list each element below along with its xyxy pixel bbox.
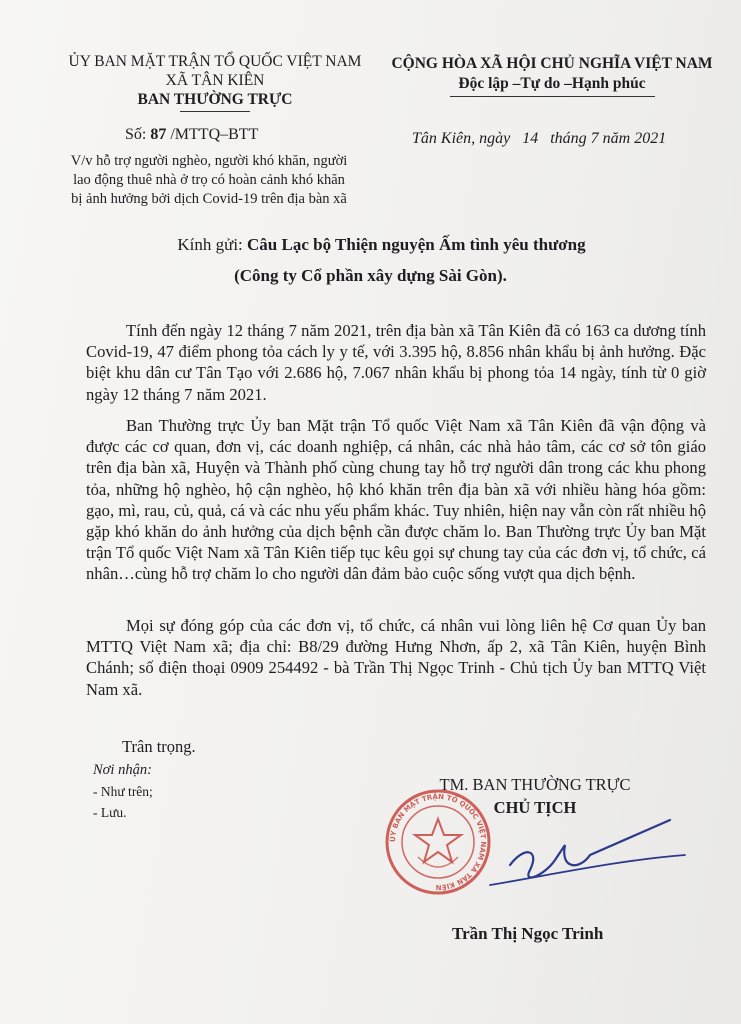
subject-line2: lao động thuê nhà ở trọ có hoàn cảnh khó khăn [73,172,345,188]
recipients-item-1: - Như trên; [93,784,153,799]
recipient-name: Câu Lạc bộ Thiện nguyện Ấm tình yêu thương [247,235,586,254]
signer-name: Trần Thị Ngọc Trinh [452,924,604,943]
body-paragraph-1-text: Tính đến ngày 12 tháng 7 năm 2021, trên địa bàn xã Tân Kiên đã có 163 ca dương tính Covid-19, 47 điểm phong tỏa cách ly y tế, với 3.395 hộ, 8.856 nhân khẩu bị ảnh hưởng. Đặc biệt khu dân cư Tân Tạo với 2.686 hộ, 7.067 nhân khẩu bị phong tỏa 14 ngày, tính từ 0 giờ ngày 12 tháng 7 năm 2021. [86,321,706,404]
recipients-title: Nơi nhận: [93,762,152,778]
org-line3: BAN THƯỜNG TRỰC [137,91,293,108]
recipients-item-2: - Lưu. [93,805,127,820]
header-left [40,52,390,112]
document-number [125,126,258,144]
body-paragraph-2 [86,415,706,585]
doc-number-value: 87 [150,126,167,143]
org-line1: ỦY BAN MẶT TRẬN TỔ QUỐC VIỆT NAM [68,53,362,70]
header-right-underline [450,96,655,97]
body-paragraph-3 [86,615,706,700]
org-line2: XÃ TÂN KIÊN [165,72,265,89]
doc-number-prefix: Số: [125,126,147,143]
body-paragraph-2-text: Ban Thường trực Ủy ban Mặt trận Tổ quốc Việt Nam xã Tân Kiên đã vận động và được các cơ quan, đơn vị, các doanh nghiệp, cá nhân, các nhà hảo tâm, các cơ sở tôn giáo trên địa bàn xã, Huyện và Thành phố cùng chung tay hỗ trợ người dân trong các khu phong tỏa, những hộ nghèo, hộ cận nghèo, hộ khó khăn trên địa bàn xã với nhiều hàng hóa gồm: gạo, mì, rau, củ, quả, cá và các nhu yếu phẩm khác. Tuy nhiên, hiện nay vẫn còn rất nhiều hộ gặp khó khăn do ảnh hưởng của dịch bệnh cần được chăm lo. Ban Thường trực Ủy ban Mặt trận Tổ quốc Việt Nam xã Tân Kiên tiếp tục kêu gọi sự chung tay của các đơn vị, tổ chức, cá nhân…cùng hỗ trợ chăm lo cho người dân đảm bảo cuộc sống vượt qua dịch bệnh. [86,416,706,584]
signature-title-line1: TM. BAN THƯỜNG TRỰC [439,775,631,794]
doc-number-suffix: /MTTQ–BTT [170,126,259,143]
subject-line1: V/v hỗ trợ người nghèo, người khó khăn, người [70,153,348,169]
handwritten-signature-icon [470,815,690,905]
recipient-company: (Công ty Cổ phần xây dựng Sài Gòn). [234,266,507,285]
document-subject [44,152,374,209]
header-right [382,54,722,97]
nation-motto: Độc lập –Tự do –Hạnh phúc [458,75,646,92]
body-paragraph-3-text: Mọi sự đóng góp của các đơn vị, tổ chức, cá nhân vui lòng liên hệ Cơ quan Ủy ban MTTQ Việt Nam xã; địa chỉ: B8/29 đường Hưng Nhơn, ấp 2, xã Tân Kiên, huyện Bình Chánh; số điện thoại 0909 254492 - bà Trần Thị Ngọc Trinh - Chủ tịch Ủy ban MTTQ Việt Nam xã. [86,616,706,699]
signature-title-line2: CHỦ TỊCH [493,798,577,817]
recipients-list [93,760,153,823]
closing-text: Trân trọng. [122,737,196,756]
date-line: Tân Kiên, ngày 14 tháng 7 năm 2021 [412,130,667,147]
recipient-block [0,229,741,291]
seal-text: ỦY BAN MẶT TRẬN TỔ QUỐC VIỆT NAM XÃ TÂN KIÊN [388,792,488,892]
subject-line3: bị ảnh hưởng bởi dịch Covid-19 trên địa bàn xã [71,191,347,207]
recipient-label: Kính gửi: [177,235,243,254]
body-paragraph-1 [86,320,706,405]
header-left-underline [180,111,250,112]
nation-title: CỘNG HÒA XÃ HỘI CHỦ NGHĨA VIỆT NAM [391,55,713,72]
